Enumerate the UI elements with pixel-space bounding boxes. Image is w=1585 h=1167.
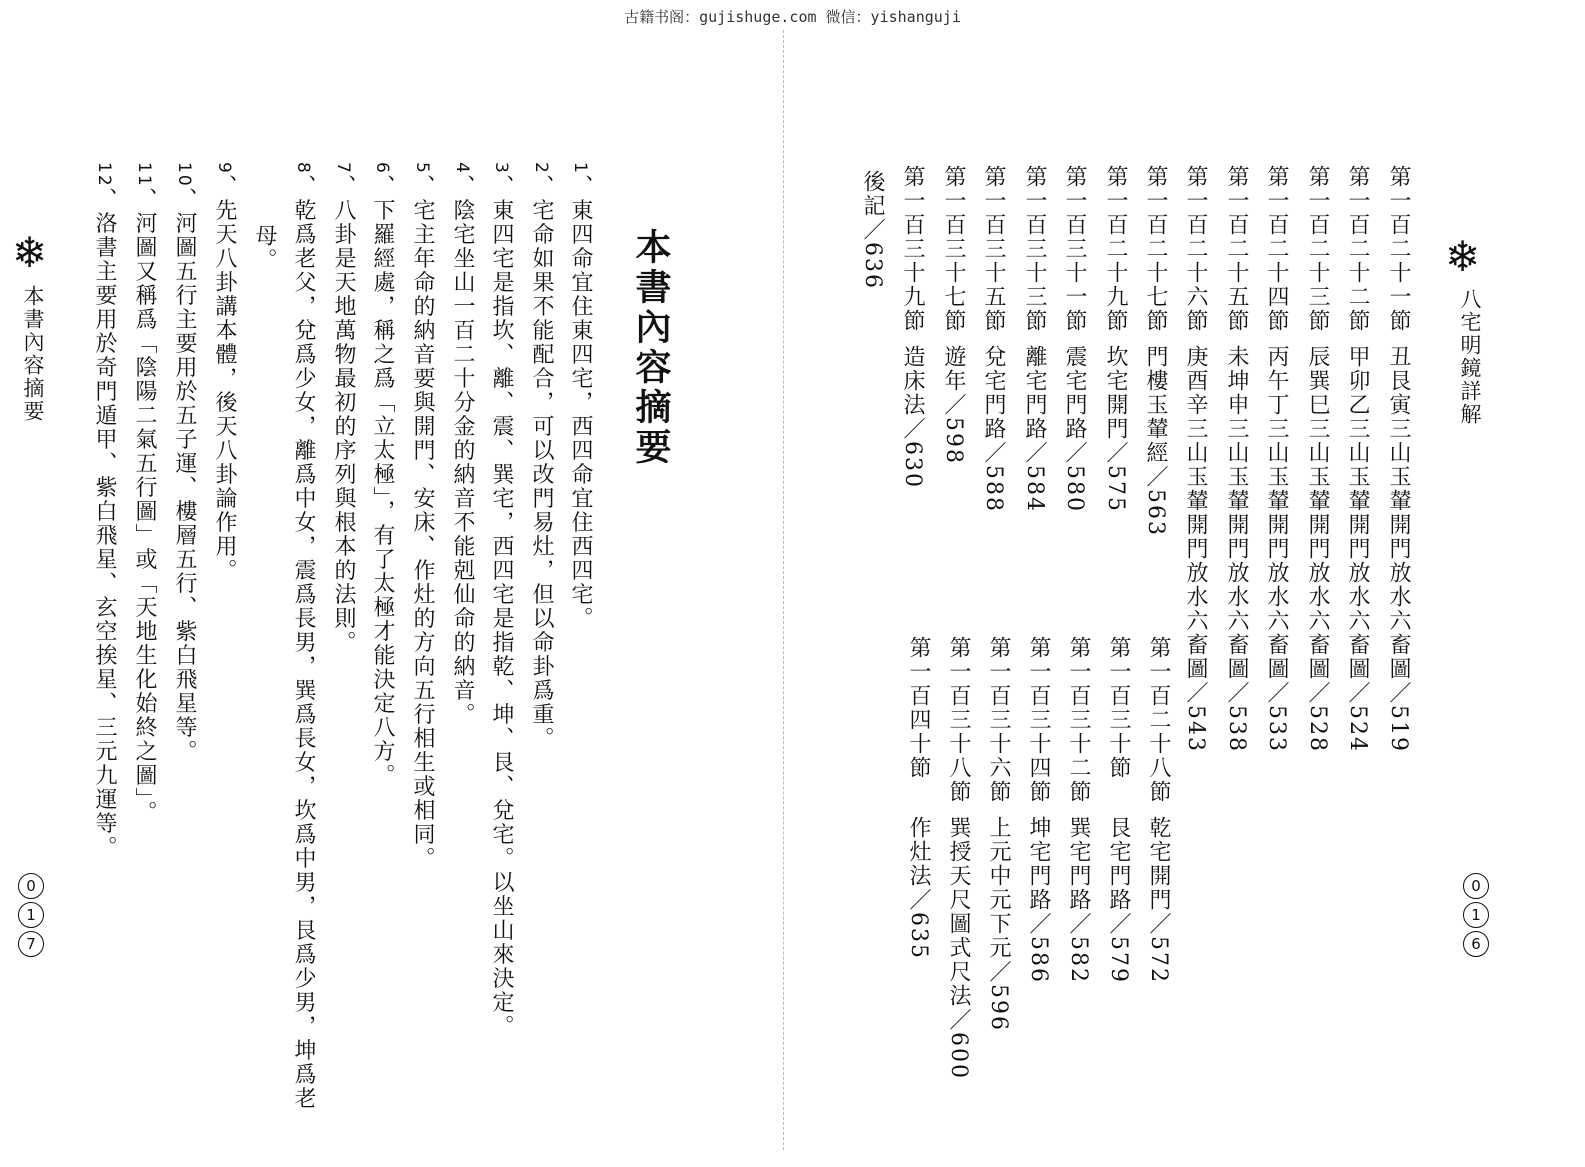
page-digit: 6 — [1463, 931, 1489, 957]
toc-entry: 第一百三十三節 離宅門路／584 — [1022, 165, 1047, 513]
page-digit: 7 — [18, 931, 44, 957]
summary-item: 7、八卦是天地萬物最初的序列與根本的法則。 — [331, 162, 356, 655]
toc-entry: 第一百三十一節 震宅門路／580 — [1062, 165, 1087, 513]
toc-entry: 第一百三十八節 巽授天尺圖式尺法／600 — [946, 636, 971, 1080]
toc-entry: 第一百二十九節 坎宅開門／575 — [1103, 165, 1128, 513]
page-digit: 1 — [18, 902, 44, 928]
summary-item: 11、河圖又稱爲「陰陽二氣五行圖」或「天地生化始終之圖」。 — [132, 162, 157, 825]
watermark: 古籍书阁：gujishuge.com 微信：yishanguji — [624, 8, 961, 26]
toc-entry: 第一百三十六節 上元中元下元／596 — [986, 636, 1011, 1032]
summary-item-continued: 母。 — [252, 224, 277, 272]
summary-item: 5、宅主年命的納音要與開門、安床、作灶的方向五行相生或相同。 — [410, 162, 435, 871]
summary-item: 4、陰宅坐山一百二十分金的納音不能剋仙命的納音。 — [450, 162, 475, 727]
summary-item: 3、東四宅是指坎、離、震、巽宅，西四宅是指乾、坤、艮、兌宅。以坐山來決定。 — [489, 162, 514, 1039]
toc-entry: 第一百三十四節 坤宅門路／586 — [1026, 636, 1051, 984]
toc-entry: 第一百二十二節 甲卯乙三山玉輦開門放水六畜圖／524 — [1345, 165, 1370, 753]
toc-entry: 第一百二十六節 庚酉辛三山玉輦開門放水六畜圖／543 — [1183, 165, 1208, 753]
page-digit: 0 — [18, 873, 44, 899]
main-title: 本書內容摘要 — [630, 228, 672, 468]
summary-item: 10、河圖五行主要用於五子運、樓層五行、紫白飛星等。 — [172, 162, 197, 764]
toc-entry: 第一百二十一節 丑艮寅三山玉輦開門放水六畜圖／519 — [1386, 165, 1411, 753]
summary-item: 2、宅命如果不能配合，可以改門易灶，但以命卦爲重。 — [529, 162, 554, 751]
toc-entry: 第一百二十三節 辰巽巳三山玉輦開門放水六畜圖／528 — [1305, 165, 1330, 753]
right-page — [785, 0, 1585, 1167]
toc-entry: 第一百三十七節 遊年／598 — [941, 165, 966, 465]
toc-entry: 第一百三十節 艮宅門路／579 — [1106, 636, 1131, 984]
summary-item: 6、下羅經處，稱之爲「立太極」，有了太極才能決定八方。 — [370, 162, 395, 788]
toc-entry: 第一百四十節 作灶法／635 — [906, 636, 931, 960]
page-digit: 1 — [1463, 902, 1489, 928]
left-side-title: 本書內容摘要 — [21, 285, 45, 423]
summary-item: 1、東四命宜住東四宅，西四命宜住西四宅。 — [568, 162, 593, 631]
toc-entry: 第一百二十五節 未坤申三山玉輦開門放水六畜圖／538 — [1224, 165, 1249, 753]
left-page-number — [18, 873, 44, 957]
summary-item: 12、洛書主要用於奇門遁甲、紫白飛星、玄空挨星、三元九運等。 — [92, 162, 117, 860]
toc-entry: 第一百三十五節 兌宅門路／588 — [981, 165, 1006, 513]
toc-entry: 第一百二十四節 丙午丁三山玉輦開門放水六畜圖／533 — [1264, 165, 1289, 753]
right-page-number — [1463, 873, 1489, 957]
toc-entry: 第一百三十二節 巽宅門路／582 — [1066, 636, 1091, 984]
right-side-title: 八宅明鏡詳解 — [1458, 288, 1482, 426]
toc-entry-afterword: 後記／636 — [860, 170, 885, 290]
left-page — [0, 0, 780, 1167]
summary-item: 9、先天八卦講本體，後天八卦論作用。 — [212, 162, 237, 583]
snowflake-icon: ❄ — [12, 228, 48, 277]
summary-item: 8、乾爲老父，兌爲少女，離爲中女，震爲長男，巽爲長女，坎爲中男，艮爲少男，坤爲老 — [291, 162, 316, 1111]
snowflake-icon: ❄ — [1445, 232, 1481, 281]
toc-entry: 第一百二十八節 乾宅開門／572 — [1146, 636, 1171, 984]
toc-entry: 第一百三十九節 造床法／630 — [900, 165, 925, 489]
page-digit: 0 — [1463, 873, 1489, 899]
toc-entry: 第一百二十七節 門樓玉輦經／563 — [1143, 165, 1168, 537]
